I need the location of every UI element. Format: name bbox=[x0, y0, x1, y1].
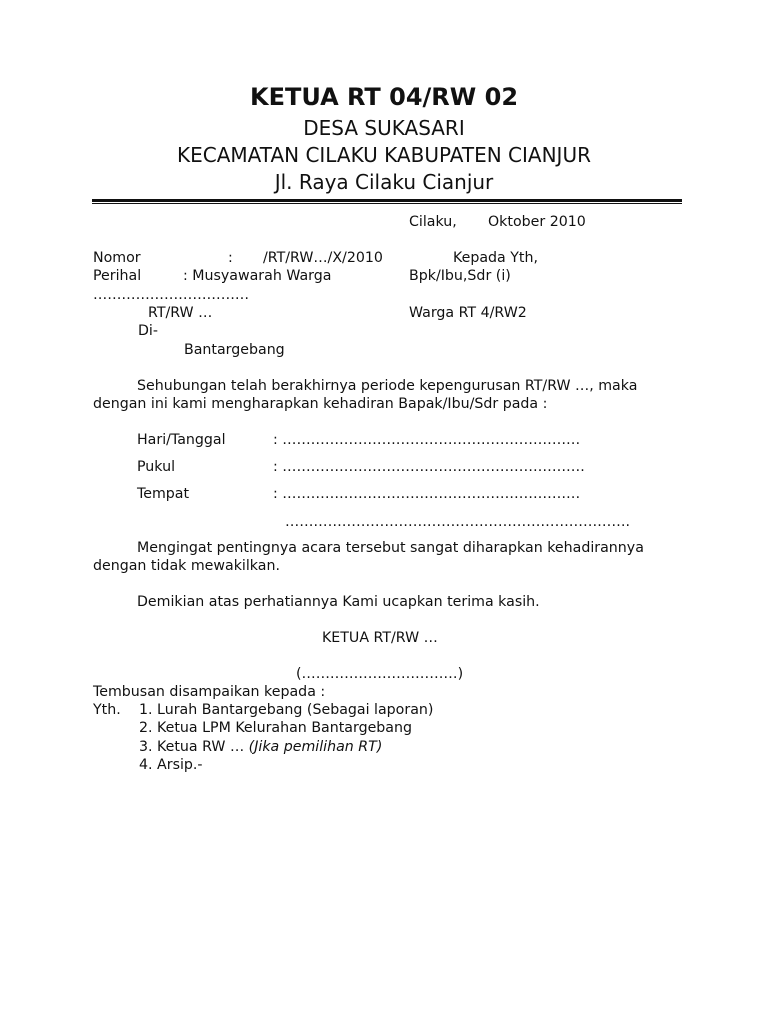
cc-heading: Tembusan disampaikan kepada : bbox=[93, 684, 326, 700]
cc-yth: Yth. bbox=[93, 702, 121, 718]
para3: Demikian atas perhatiannya Kami ucapkan terima kasih. bbox=[137, 594, 540, 610]
cc-item: 1. Lurah Bantargebang (Sebagai laporan) bbox=[139, 702, 434, 718]
cc-item: 2. Ketua LPM Kelurahan Bantargebang bbox=[139, 720, 413, 736]
recipient-bpk: Bpk/Ibu,Sdr (i) bbox=[409, 268, 511, 284]
perihal-label: Perihal bbox=[93, 268, 142, 284]
field-label: Tempat bbox=[137, 486, 190, 502]
date-month-year: Oktober 2010 bbox=[488, 214, 586, 230]
dots-line: …………………………… bbox=[93, 287, 250, 303]
recipient-place: Bantargebang bbox=[184, 342, 285, 358]
nomor-label: Nomor bbox=[93, 250, 141, 266]
nomor-colon: : bbox=[228, 250, 233, 266]
field-value: : ……………………………………………………… bbox=[273, 432, 581, 448]
field-label: Pukul bbox=[137, 459, 176, 475]
field-label: Hari/Tanggal bbox=[137, 432, 226, 448]
para2-line2: dengan tidak mewakilkan. bbox=[93, 558, 280, 574]
field-value: : ……………………………………………………… bbox=[273, 486, 581, 502]
letterhead-title: KETUA RT 04/RW 02 bbox=[249, 83, 519, 111]
para1-line2: dengan ini kami mengharapkan kehadiran Bapak/Ibu/Sdr pada : bbox=[93, 396, 548, 412]
recipient-di: Di- bbox=[138, 323, 158, 339]
cc-item: 4. Arsip.- bbox=[139, 757, 203, 773]
letterhead-rule-thick bbox=[92, 199, 682, 202]
cc-item-text: 3. Ketua RW … bbox=[139, 739, 245, 755]
cc-item-note: (Jika pemilihan RT) bbox=[248, 739, 383, 755]
perihal-value: : Musyawarah Warga bbox=[183, 268, 332, 284]
para2-line1: Mengingat pentingnya acara tersebut sangat diharapkan kehadirannya bbox=[137, 540, 644, 556]
nomor-value: /RT/RW…/X/2010 bbox=[263, 250, 383, 266]
para1-line1: Sehubungan telah berakhirnya periode kepengurusan RT/RW …, maka bbox=[137, 378, 638, 394]
extra-dots: ………………………………………………………………. bbox=[285, 514, 631, 530]
cc-item bbox=[139, 738, 382, 756]
signature-name: (……………………………) bbox=[296, 666, 464, 682]
recipient-warga: Warga RT 4/RW2 bbox=[409, 305, 527, 321]
date-place: Cilaku, bbox=[409, 214, 457, 230]
letterhead-address: Jl. Raya Cilaku Cianjur bbox=[274, 170, 494, 194]
letterhead-rule-thin bbox=[92, 203, 682, 204]
signature-title: KETUA RT/RW … bbox=[322, 630, 438, 646]
rtrw-line: RT/RW … bbox=[148, 305, 213, 321]
letterhead-village: DESA SUKASARI bbox=[303, 116, 465, 140]
letterhead-district: KECAMATAN CILAKU KABUPATEN CIANJUR bbox=[177, 143, 591, 167]
recipient-kepada: Kepada Yth, bbox=[453, 250, 538, 266]
field-value: : ………………………………………………………. bbox=[273, 459, 585, 475]
